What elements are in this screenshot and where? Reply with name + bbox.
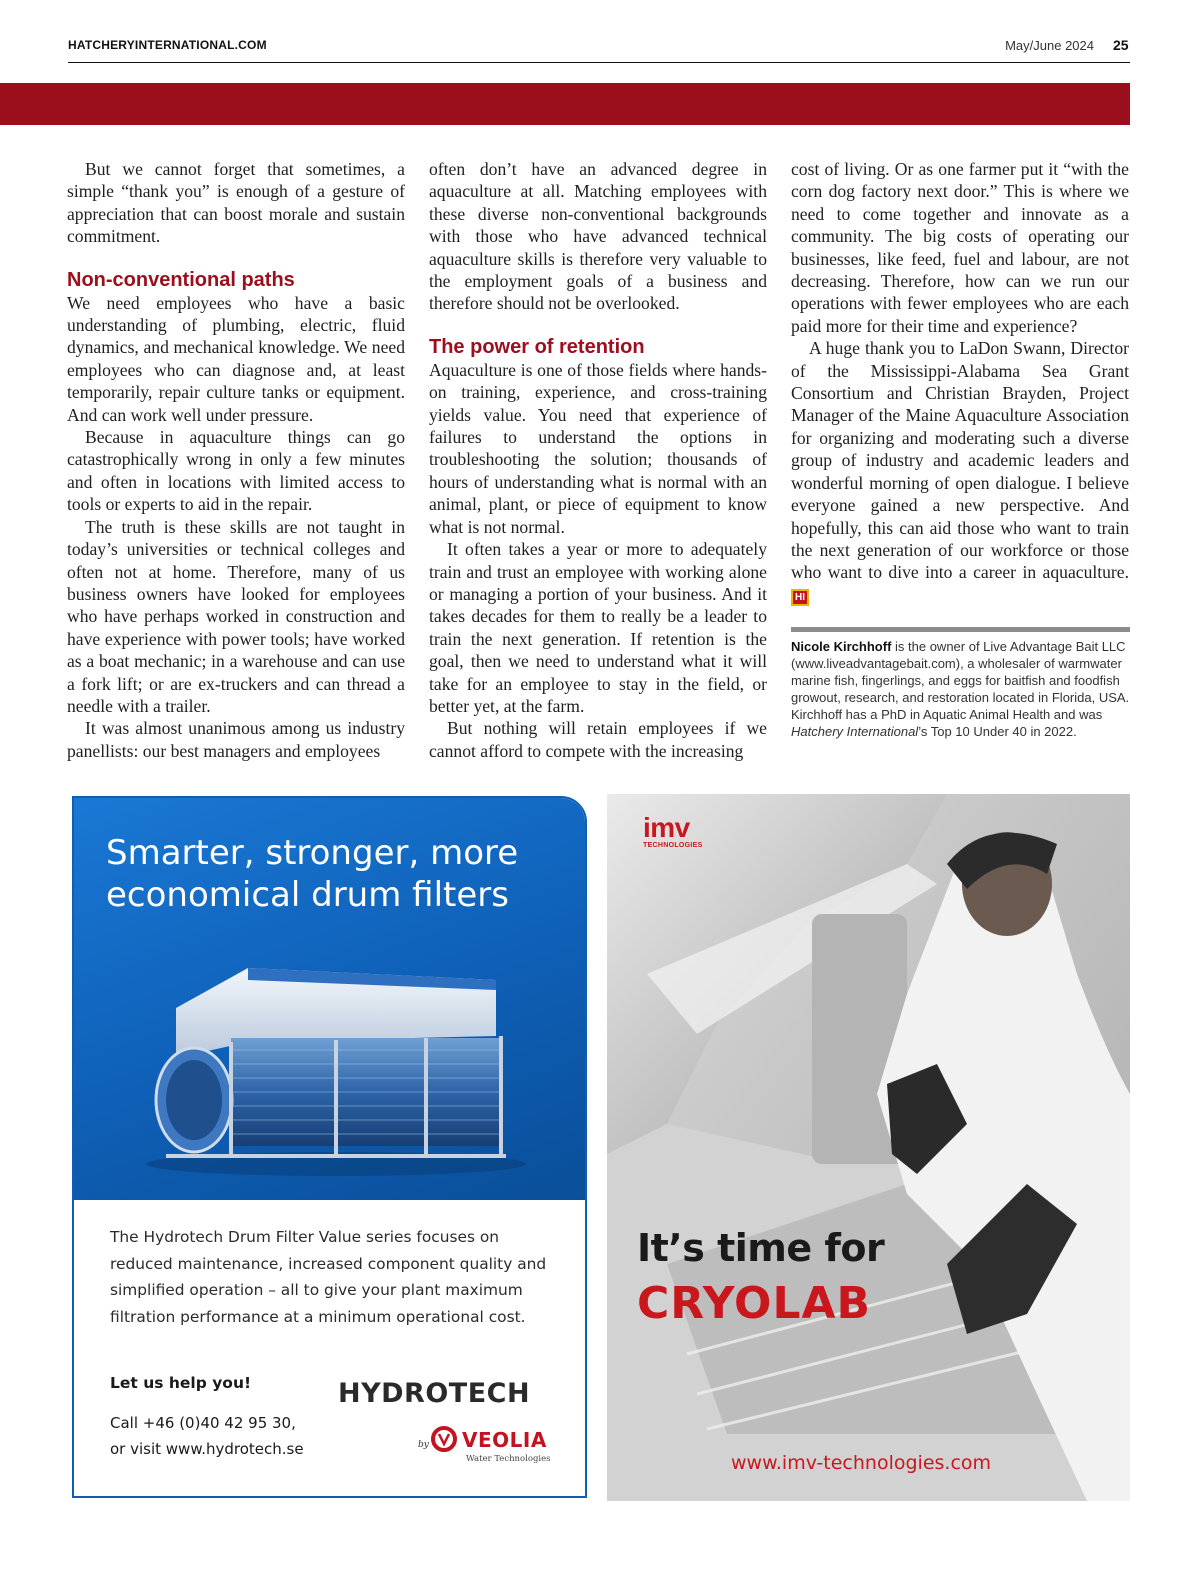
by-label: by [418, 1440, 429, 1450]
publication-name: Hatchery International [791, 724, 919, 739]
author-bio [791, 638, 1130, 740]
paragraph: The truth is these skills are not taught in today’s universities or technical colleges and often not at home. Therefore, many of us business owners have looked for employees who have perhaps worked in construction and have experience with power tools; have worked as a boat mechanic; in a warehouse and can use a fork lift; or are ex-truckers and can thread a needle with a trailer. [67, 516, 405, 716]
drum-filter-image [136, 950, 536, 1180]
section-heading: Non-conventional paths [67, 268, 295, 291]
veolia-subtitle: Water Technologies [466, 1454, 551, 1464]
section-heading: The power of retention [429, 335, 645, 358]
paragraph-text: A huge thank you to LaDon Swann, Director of the Mississippi-Alabama Sea Grant Consortium and Christian Brayden, Project Manager of the Maine Aquaculture Association for organizing and moderating such a diverse group of industry and academic leaders and wonderful morning of open dialogue. I believe everyone gained a new perspective. And hopefully, this can aid those who want to train the next generation of our workforce or those who want to dive into a career in aquaculture. [791, 338, 1129, 583]
issue-date: May/June 2024 [1005, 38, 1094, 53]
end-mark-icon: HI [791, 589, 809, 606]
bio-text-end: ’s Top 10 Under 40 in 2022. [918, 724, 1077, 739]
paragraph: often don’t have an advanced degree in aquaculture at all. Matching employees with these diverse non-conventional backgrounds with those who have advanced technical aquaculture skills is therefore very valuable to the employment goals of a business and therefore should not be overlooked. [429, 159, 767, 314]
imv-logo [643, 814, 703, 849]
paragraph: We need employees who have a basic understanding of plumbing, electric, fluid dynamics, and mechanical knowledge. We need employees who can diagnose and, at least temporarily, repair culture tanks or equipment. And can work well under pressure. [67, 292, 405, 425]
hydrotech-advertisement[interactable] [72, 796, 587, 1498]
ad-headline [106, 832, 576, 916]
ad-website[interactable]: www.imv-technologies.com [731, 1452, 992, 1474]
ad-body-text: The Hydrotech Drum Filter Value series focuses on reduced maintenance, increased component quality and simplified operation – all to give your plant maximum filtration performance at a minimum operational cost. [110, 1228, 547, 1326]
article-column-3 [791, 158, 1129, 606]
imv-advertisement[interactable] [607, 794, 1130, 1501]
site-name: HATCHERYINTERNATIONAL.COM [68, 38, 267, 52]
veolia-logo-icon [430, 1425, 458, 1453]
paragraph [791, 337, 1129, 606]
ad-website[interactable]: or visit www.hydrotech.se [110, 1440, 304, 1458]
header-rule [68, 62, 1130, 63]
ad-contact [110, 1410, 304, 1462]
article-column-2 [429, 158, 767, 762]
ad-call-to-action: Let us help you! [110, 1374, 252, 1392]
ad-headline-line: Smarter, stronger, more [106, 833, 519, 873]
page-number: 25 [1113, 37, 1129, 53]
ad-phone: Call +46 (0)40 42 95 30, [110, 1414, 296, 1432]
article-column-1 [67, 158, 405, 762]
imv-logo-text: imv [643, 812, 690, 843]
ad-tagline: It’s time for [637, 1226, 885, 1270]
author-name: Nicole Kirchhoff [791, 639, 892, 654]
paragraph: But nothing will retain employees if we cannot afford to compete with the increasing [429, 718, 767, 761]
ad-headline-line: economical drum filters [106, 875, 509, 915]
imv-logo-subtitle: TECHNOLOGIES [643, 842, 703, 849]
paragraph: Because in aquaculture things can go catastrophically wrong in only a few minutes and often in locations with limited access to tools or experts to aid in the repair. [67, 427, 405, 515]
hydrotech-logo: HYDROTECH [338, 1378, 531, 1409]
paragraph: It often takes a year or more to adequately train and trust an employee with working alone or managing a portion of your business. And it takes decades for them to really be a leader to train the next generation. If retention is the goal, then we need to understand what it will take for an employee to stay in the field, or better yet, at the farm. [429, 539, 767, 716]
bio-rule [791, 627, 1130, 632]
paragraph: It was almost unanimous among us industry panellists: our best managers and employees [67, 718, 405, 761]
cryolab-photo [607, 794, 1130, 1501]
bio-text: is the owner of Live Advantage Bait LLC (www.liveadvantagebait.com), a wholesaler of warmwater marine fish, fingerlings, and eggs for baitfish and foodfish growout, research, and restoration located in Florida, USA. Kirchhoff has a PhD in Aquatic Animal Health and was [791, 639, 1130, 722]
paragraph: cost of living. Or as one farmer put it “with the corn dog factory next door.” This is where we need to come together and innovate as a community. The big costs of operating our businesses, like feed, fuel and labour, are not decreasing. Therefore, how can we run our operations with fewer employees who are each paid more for their time and experience? [791, 159, 1129, 336]
paragraph: Aquaculture is one of those fields where hands-on training, experience, and cross-training yields value. You need that experience of failures to understand the options in troubleshooting the solution; thousands of hours of understanding what is normal with an animal, plant, or piece of equipment to know what is not normal. [429, 359, 767, 537]
accent-bar [0, 83, 1130, 125]
product-name: CRYOLAB [637, 1278, 872, 1329]
paragraph: But we cannot forget that sometimes, a simple “thank you” is enough of a gesture of appreciation that can boost morale and sustain commitment. [67, 159, 405, 247]
veolia-logo: VEOLIA [462, 1428, 547, 1452]
